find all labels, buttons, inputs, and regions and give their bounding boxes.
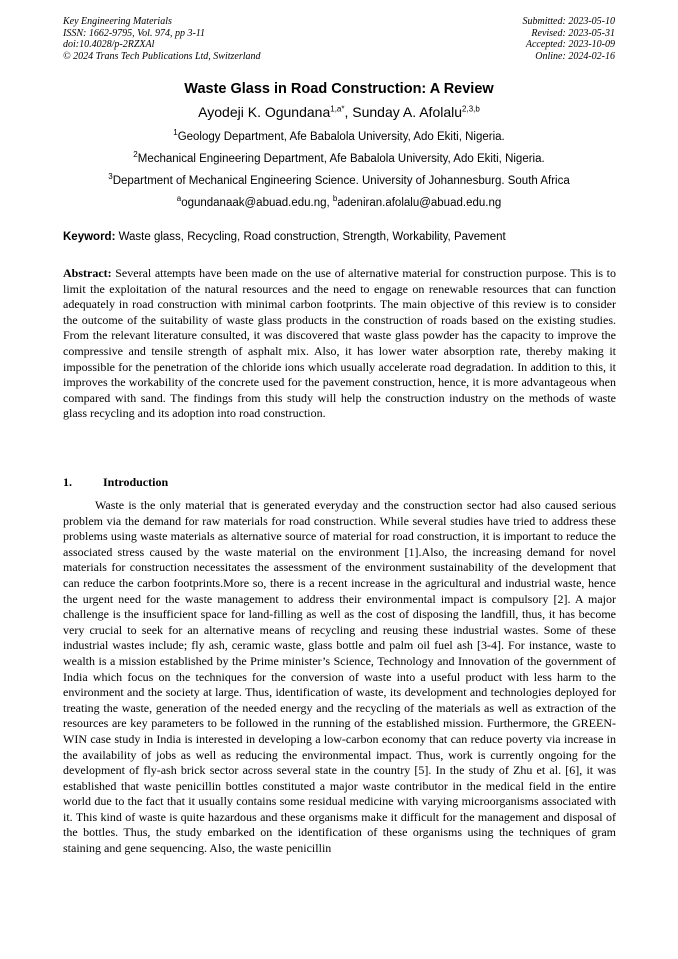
date-accepted: Accepted: 2023-10-09 [525,39,615,50]
author-emails [0,194,678,209]
section-number: 1. [63,475,72,489]
journal-name: Key Engineering Materials [63,16,172,27]
affiliation-1 [0,128,678,143]
journal-info [63,16,261,62]
author-1: Ayodeji K. Ogundana [198,104,331,120]
email-b-sup: b [332,194,338,204]
journal-doi: doi:10.4028/p-2RZXAl [63,39,155,50]
email-a-sup: a [176,194,182,204]
date-online: Online: 2024-02-16 [535,50,615,62]
abstract-text: Several attempts have been made on the use of alternative material for construction purpose. This is to limit the exploitation of the natural resources and the need to engage on renewable resources that can function adequately in road construction with minimal carbon footprints. The main objective of this review is to consider the outcome of the suitability of waste glass products in the construction of roads based on the existing studies. From the relevant literature consulted, it was discovered that waste glass powder has the capacity to improve the compressive and tensile strength of asphalt mix. Also, it has lower water absorption rate, thereby making it impossible for the penetration of the chloride ions which usually accelerate road degradation. In addition to this, it improves the workability of the concrete used for the pavement construction, hence, it is more advantageous when compared with sand. The findings from this study will help the construction industry on the methods of waste glass recycling and its adoption into road construction. [63,266,616,421]
author-2-affil: 2,3,b [462,104,480,114]
introduction-paragraph: Waste is the only material that is generated everyday and the construction sector had also caused serious problem via the demand for raw materials for road construction. While several studies have tried to address these problems using waste materials as alternative source of material for road construction, it is important to reduce the associated stress caused by the waste material on the environment [1].Also, the increasing demand for novel materials for construction necessitates the assessment of the environment sustainability of the development that can reduce the carbon footprints.More so, there is a recent increase in the agricultural and industrial waste, hence the urgent need for the waste management to address their environmental impact is compulsory [2]. A major challenge is the insufficient space for land-filling as well as the cost of disposing the landfill, thus, it has become very crucial to seek for an alternative means of recycling and reusing these industrial wastes. Some of these industrial wastes include; fly ash, ceramic waste, glass bottle and palm oil fuel ash [3-4]. For instance, waste to wealth is a mission established by the Prime minister’s Science, Technology and Innovation of the government of India which focus on the techniques for the conversion of waste into a useful product with less harm to the environment and the society at large. Thus, identification of waste, its development and technologies deployed for treating the waste, generation of the needed energy and the recycling of the materials as well as extraction of the resources are key parameters to be followed in the running of the established mission. Furthermore, the GREEN-WIN case study in India is interested in developing a low-carbon economy that can reduce poverty via increase in the availability of jobs as well as reducing the environmental impact. Thus, work is currently ongoing for the development of fly-ash brick sector across several state in the country [5]. In the study of Zhu et al. [6], it was established that waste penicillin bottles constituted a major waste contributor in the medical field in the entire world due to the fact that it usually contains some residual medicine with varying microorganisms associated with it. This kind of waste is quite hazardous and these organisms make it difficult for the management and disposal of the bottles. Thus, the study embarked on the identification of these organisms using the techniques of gram staining and gene sequencing. Also, the waste penicillin [63,498,616,856]
journal-issn: ISSN: 1662-9795, Vol. 974, pp 3-11 [63,27,206,39]
affiliation-2-sup: 2 [133,150,138,160]
affiliation-2-text: Mechanical Engineering Department, Afe Babalola University, Ado Ekiti, Nigeria. [137,153,545,165]
submission-dates [523,16,616,62]
date-submitted: Submitted: 2023-05-10 [522,16,615,27]
abstract [63,266,616,422]
affiliation-1-sup: 1 [173,128,178,138]
email-a[interactable]: ogundanaak@abuad.edu.ng [181,197,327,209]
email-separator: , [326,197,333,209]
email-b[interactable]: adeniran.afolalu@abuad.edu.ng [337,197,502,209]
author-line [0,104,678,120]
keywords [63,231,616,243]
affiliation-1-text: Geology Department, Afe Babalola University, Ado Ekiti, Nigeria. [177,131,505,143]
date-revised: Revised: 2023-05-31 [531,27,615,39]
section-heading [63,475,168,490]
journal-copyright: © 2024 Trans Tech Publications Ltd, Switzerland [63,50,261,62]
section-title: Introduction [103,475,169,489]
paper-title: Waste Glass in Road Construction: A Review [184,81,494,97]
affiliation-3-text: Department of Mechanical Engineering Science. University of Johannesburg. South Africa [112,175,570,187]
keywords-text: Waste glass, Recycling, Road construction, Strength, Workability, Pavement [115,231,506,243]
author-2: Sunday A. Afolalu [352,104,463,120]
affiliation-3 [0,172,678,187]
author-separator: , [344,104,353,120]
affiliation-2 [0,150,678,165]
affiliation-3-sup: 3 [108,172,113,182]
abstract-label: Abstract: [63,266,112,280]
author-1-affil: 1,a* [330,104,345,114]
keywords-label: Keyword: [63,231,116,243]
